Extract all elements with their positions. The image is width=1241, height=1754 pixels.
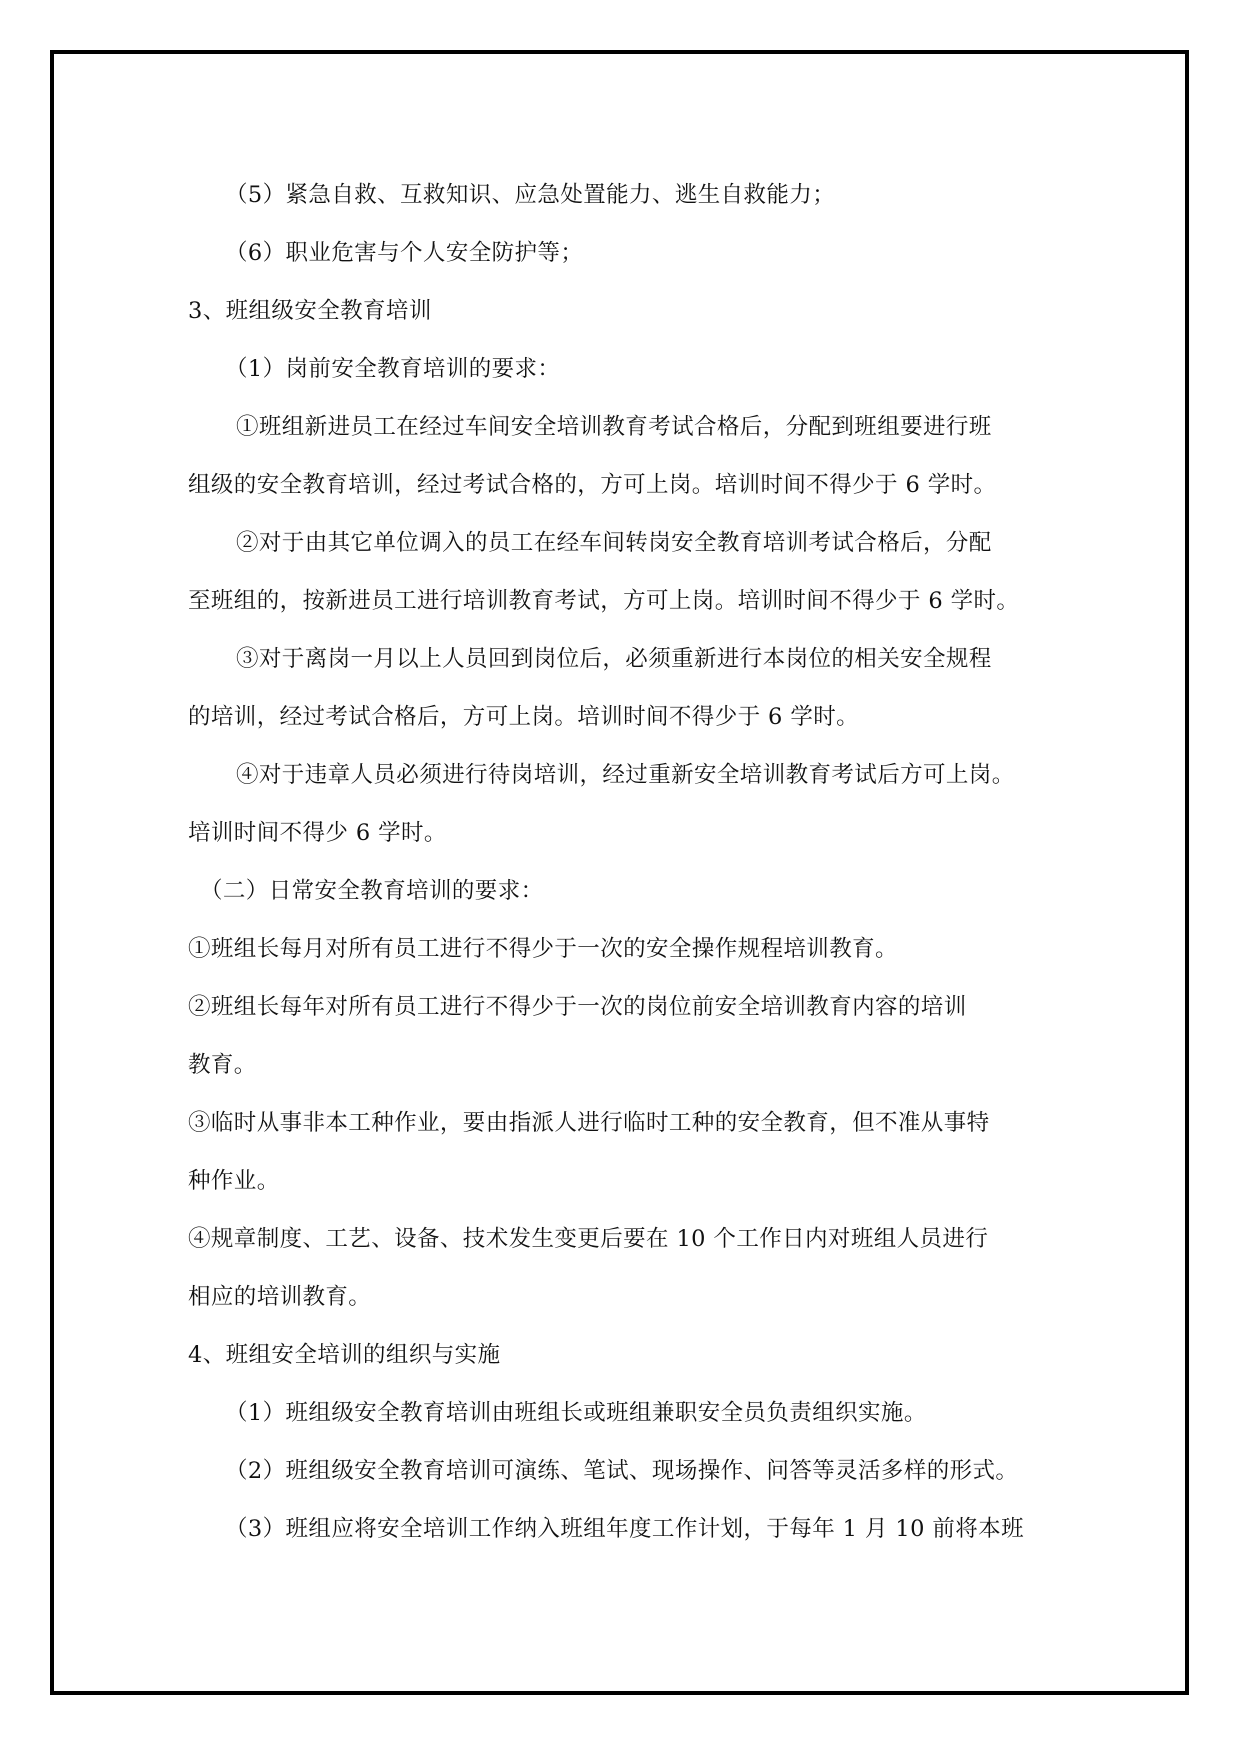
paragraph-4-line-1: ④对于违章人员必须进行待岗培训，经过重新安全培训教育考试后方可上岗。 — [236, 762, 1015, 788]
paragraph-2-line-2: 至班组的，按新进员工进行培训教育考试，方可上岗。培训时间不得少于 6 学时。 — [188, 588, 1020, 614]
paragraph-1-line-1: ①班组新进员工在经过车间安全培训教育考试合格后，分配到班组要进行班 — [236, 414, 992, 440]
daily-item-2-line-2: 教育。 — [188, 1052, 257, 1078]
subsection-2-heading: （二）日常安全教育培训的要求： — [200, 878, 544, 904]
item-6-occupational-hazards: （6）职业危害与个人安全防护等； — [225, 240, 584, 266]
daily-item-4-line-1: ④规章制度、工艺、设备、技术发生变更后要在 10 个工作日内对班组人员进行 — [188, 1226, 989, 1252]
daily-item-4-line-2: 相应的培训教育。 — [188, 1284, 372, 1310]
paragraph-3-line-1: ③对于离岗一月以上人员回到岗位后，必须重新进行本岗位的相关安全规程 — [236, 646, 992, 672]
daily-item-2-line-1: ②班组长每年对所有员工进行不得少于一次的岗位前安全培训教育内容的培训 — [188, 994, 967, 1020]
implementation-item-2: （2）班组级安全教育培训可演练、笔试、现场操作、问答等灵活多样的形式。 — [225, 1458, 1019, 1484]
implementation-item-1: （1）班组级安全教育培训由班组长或班组兼职安全员负责组织实施。 — [225, 1400, 927, 1426]
document-body — [188, 166, 1058, 1558]
daily-item-3-line-2: 种作业。 — [188, 1168, 280, 1194]
item-5-emergency-skills: （5）紧急自救、互救知识、应急处置能力、逃生自救能力； — [225, 182, 836, 208]
paragraph-1-line-2: 组级的安全教育培训，经过考试合格的，方可上岗。培训时间不得少于 6 学时。 — [188, 472, 997, 498]
paragraph-4-line-2: 培训时间不得少 6 学时。 — [188, 820, 447, 846]
implementation-item-3: （3）班组应将安全培训工作纳入班组年度工作计划，于每年 1 月 10 前将本班 — [225, 1516, 1024, 1542]
daily-item-3-line-1: ③临时从事非本工种作业，要由指派人进行临时工种的安全教育，但不准从事特 — [188, 1110, 990, 1136]
paragraph-2-line-1: ②对于由其它单位调入的员工在经车间转岗安全教育培训考试合格后，分配 — [236, 530, 992, 556]
section-4-heading: 4、班组安全培训的组织与实施 — [188, 1342, 501, 1368]
subsection-1-heading: （1）岗前安全教育培训的要求： — [225, 356, 561, 382]
section-3-heading: 3、班组级安全教育培训 — [188, 298, 432, 324]
paragraph-3-line-2: 的培训，经过考试合格后，方可上岗。培训时间不得少于 6 学时。 — [188, 704, 860, 730]
daily-item-1: ①班组长每月对所有员工进行不得少于一次的安全操作规程培训教育。 — [188, 936, 898, 962]
